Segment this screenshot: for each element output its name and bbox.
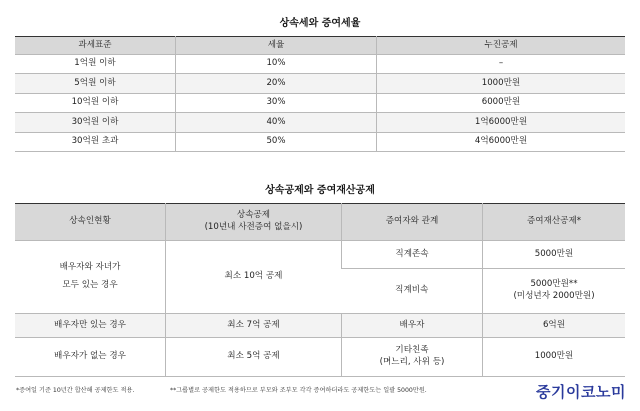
cell-donor-relation: 직계존속 <box>342 241 483 269</box>
cell-tax-rate: 10% <box>176 55 377 74</box>
cell-donor-relation: 직계비속 <box>342 269 483 314</box>
table2-title: 상속공제와 증여재산공제 <box>265 185 375 196</box>
cell-deduction: – <box>377 55 626 74</box>
cell-deduction: 1억6000만원 <box>377 113 626 132</box>
footnote-1: *증여일 기준 10년간 합산해 공제한도 적용. <box>16 387 135 394</box>
cell-tax-rate: 20% <box>176 74 377 93</box>
tax-rate-table <box>15 36 625 152</box>
cell-tax-rate: 30% <box>176 93 377 112</box>
cell-heir-status-line2: 모두 있는 경우 <box>62 280 118 290</box>
cell-deduction: 6000만원 <box>377 93 626 112</box>
header-tax-base: 과세표준 <box>15 37 176 55</box>
table-row <box>15 338 625 377</box>
footnote-2: **그룹별로 공제한도 적용하므로 부모와 조부모 각각 증여하더라도 공제한도는 일괄 5000만원. <box>170 387 427 394</box>
cell-deduction: 1000만원 <box>377 74 626 93</box>
cell-tax-base: 30억원 이하 <box>15 113 176 132</box>
table-row <box>15 55 625 74</box>
header-donor-relation: 증여자와 관계 <box>342 204 483 241</box>
header-tax-rate: 세율 <box>176 37 377 55</box>
cell-heir-status: 배우자만 있는 경우 <box>15 314 166 338</box>
cell-inheritance-deduction: 최소 7억 공제 <box>166 314 342 338</box>
cell-deduction: 4억6000만원 <box>377 132 626 151</box>
table-row <box>15 314 625 338</box>
cell-inheritance-deduction: 최소 5억 공제 <box>166 338 342 377</box>
header-inheritance-deduction-line1: 상속공제 <box>236 210 271 221</box>
cell-tax-base: 5억원 이하 <box>15 74 176 93</box>
table1-title: 상속세와 증여세율 <box>279 18 361 29</box>
header-heir-status: 상속인현황 <box>15 204 166 241</box>
brand-logo: 중기이코노미 <box>536 383 626 401</box>
cell-donor-relation <box>342 338 483 377</box>
cell-donor-relation: 배우자 <box>342 314 483 338</box>
header-gift-deduction: 증여재산공제* <box>483 204 626 241</box>
header-progressive-deduction: 누진공제 <box>377 37 626 55</box>
table-header-row <box>15 204 625 241</box>
cell-tax-base: 10억원 이하 <box>15 93 176 112</box>
cell-gift-deduction: 5000만원 <box>483 241 626 269</box>
cell-gift-deduction: 1000만원 <box>483 338 626 377</box>
cell-donor-relation-line2: (며느리, 사위 등) <box>379 357 445 367</box>
cell-tax-rate: 40% <box>176 113 377 132</box>
table-row <box>15 74 625 93</box>
cell-inheritance-deduction: 최소 10억 공제 <box>166 241 342 314</box>
table-row <box>15 132 625 151</box>
table-header-row <box>15 37 625 55</box>
table-row <box>15 241 625 269</box>
cell-heir-status <box>15 241 166 314</box>
cell-gift-deduction: 6억원 <box>483 314 626 338</box>
cell-tax-base: 1억원 이하 <box>15 55 176 74</box>
table-row <box>15 113 625 132</box>
cell-tax-base: 30억원 초과 <box>15 132 176 151</box>
deduction-table <box>15 203 625 377</box>
cell-heir-status: 배우자가 없는 경우 <box>15 338 166 377</box>
cell-gift-deduction-line2: (미성년자 2000만원) <box>513 291 595 301</box>
header-inheritance-deduction-line2: (10년내 사전증여 없을시) <box>204 222 303 232</box>
cell-gift-deduction-line1: 5000만원** <box>530 279 578 290</box>
cell-gift-deduction <box>483 269 626 314</box>
table-row <box>15 93 625 112</box>
cell-heir-status-line1: 배우자와 자녀가 <box>59 262 121 273</box>
cell-tax-rate: 50% <box>176 132 377 151</box>
cell-donor-relation-line1: 기타친족 <box>395 345 429 356</box>
header-inheritance-deduction <box>166 204 342 241</box>
